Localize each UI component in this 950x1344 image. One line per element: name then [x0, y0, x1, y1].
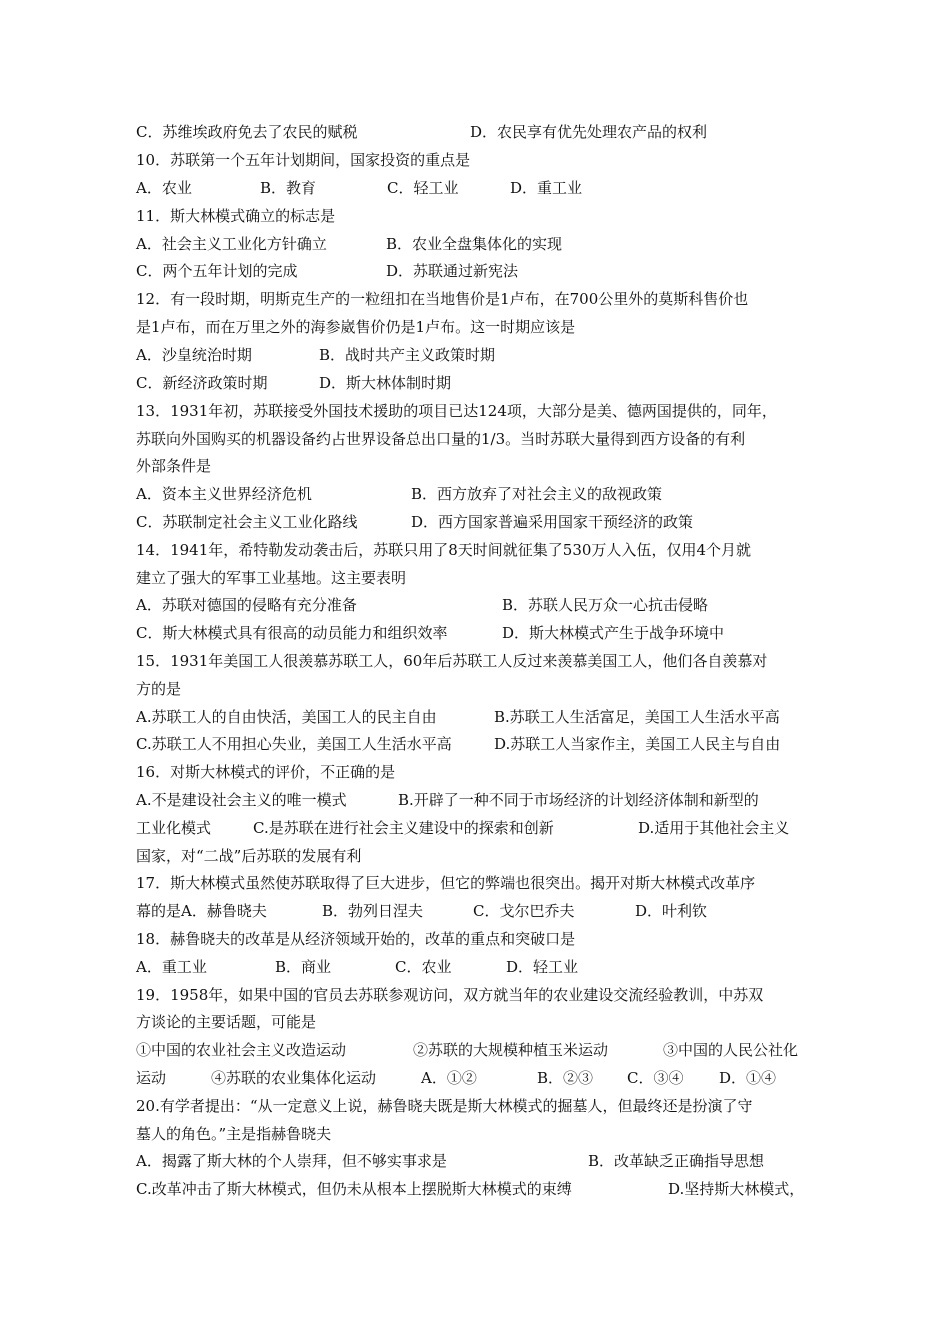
text-segment: C．两个五年计划的完成 — [136, 262, 298, 280]
text-segment: D．重工业 — [510, 179, 583, 197]
text-segment: ①中国的农业社会主义改造运动 — [136, 1041, 347, 1059]
text-segment: C．斯大林模式具有很高的动员能力和组织效率 — [136, 624, 448, 642]
text-segment: C.改革冲击了斯大林模式，但仍未从根本上摆脱斯大林模式的束缚 — [136, 1180, 572, 1198]
text-segment: D．苏联通过新宪法 — [386, 262, 519, 280]
text-segment: 19．1958年，如果中国的官员去苏联参观访问，双方就当年的农业建设交流经验教训，中苏双 — [136, 986, 764, 1004]
text-segment: 20.有学者提出：“从一定意义上说，赫鲁晓夫既是斯大林模式的掘墓人，但最终还是扮演了守 — [136, 1097, 753, 1115]
text-segment: 方的是 — [136, 680, 182, 698]
text-segment: 建立了强大的军事工业基地。这主要表明 — [136, 569, 407, 587]
text-segment: D．①④ — [719, 1069, 777, 1087]
text-segment: 墓人的角色。”主是指赫鲁晓夫 — [136, 1125, 332, 1143]
text-segment: ③中国的人民公社化 — [663, 1041, 799, 1059]
text-segment: A．农业 — [136, 179, 192, 197]
text-segment: C．轻工业 — [387, 179, 459, 197]
text-segment: B．改革缺乏正确指导思想 — [588, 1152, 765, 1170]
text-segment: C．新经济政策时期 — [136, 374, 268, 392]
text-segment: B．苏联人民万众一心抗击侵略 — [502, 596, 709, 614]
text-segment: B．②③ — [537, 1069, 594, 1087]
text-segment: D．西方国家普遍采用国家干预经济的政策 — [411, 513, 694, 531]
text-segment: D.苏联工人当家作主，美国工人民主与自由 — [494, 735, 781, 753]
text-segment: 工业化模式 — [136, 819, 212, 837]
text-segment: D．斯大林体制时期 — [319, 374, 452, 392]
text-segment: 15．1931年美国工人很羡慕苏联工人，60年后苏联工人反过来羡慕美国工人，他们各自羡慕对 — [136, 652, 768, 670]
text-segment: B．勃列日涅夫 — [322, 902, 424, 920]
text-segment: C．苏维埃政府免去了农民的赋税 — [136, 123, 358, 141]
text-segment: 16．对斯大林模式的评价，不正确的是 — [136, 763, 396, 781]
text-segment: 10．苏联第一个五年计划期间，国家投资的重点是 — [136, 151, 471, 169]
text-segment: 13．1931年初，苏联接受外国技术援助的项目已达124项，大部分是美、德两国提供的，同年， — [136, 402, 777, 420]
text-segment: ②苏联的大规模种植玉米运动 — [413, 1041, 609, 1059]
text-segment: C．③④ — [627, 1069, 684, 1087]
text-segment: 幕的是A．赫鲁晓夫 — [136, 902, 267, 920]
text-segment: 11．斯大林模式确立的标志是 — [136, 207, 336, 225]
text-segment: 17．斯大林模式虽然使苏联取得了巨大进步，但它的弊端也很突出。揭开对斯大林模式改革序 — [136, 874, 756, 892]
text-segment: A.苏联工人的自由快活，美国工人的民主自由 — [136, 708, 437, 726]
text-segment: D．叶利钦 — [635, 902, 708, 920]
text-segment: B．农业全盘集体化的实现 — [386, 235, 563, 253]
text-segment: A．揭露了斯大林的个人崇拜，但不够实事求是 — [136, 1152, 447, 1170]
text-segment: C.苏联工人不用担心失业，美国工人生活水平高 — [136, 735, 452, 753]
text-segment: D．斯大林模式产生于战争环境中 — [502, 624, 725, 642]
text-segment: 14．1941年，希特勒发动袭击后，苏联只用了8天时间就征集了530万人入伍，仅用4个月就 — [136, 541, 751, 559]
text-segment: A．社会主义工业化方针确立 — [136, 235, 327, 253]
text-segment: ④苏联的农业集体化运动 — [211, 1069, 377, 1087]
text-segment: 外部条件是 — [136, 457, 212, 475]
text-segment: B．战时共产主义政策时期 — [319, 346, 496, 364]
text-segment: A．沙皇统治时期 — [136, 346, 252, 364]
text-segment: 方谈论的主要话题，可能是 — [136, 1013, 317, 1031]
text-segment: D.坚持斯大林模式， — [668, 1180, 805, 1198]
text-segment: B．教育 — [260, 179, 317, 197]
text-segment: C．戈尔巴乔夫 — [473, 902, 575, 920]
text-segment: 18．赫鲁晓夫的改革是从经济领域开始的，改革的重点和突破口是 — [136, 930, 576, 948]
text-segment: D．农民享有优先处理农产品的权利 — [470, 123, 708, 141]
text-segment: B.苏联工人生活富足，美国工人生活水平高 — [494, 708, 780, 726]
text-segment: 国家，对“二战”后苏联的发展有利 — [136, 847, 362, 865]
text-segment: 运动 — [136, 1069, 167, 1087]
text-segment: A．①② — [421, 1069, 477, 1087]
text-segment: 是1卢布，而在万里之外的海参崴售价仍是1卢布。这一时期应该是 — [136, 318, 576, 336]
text-segment: C.是苏联在进行社会主义建设中的探索和创新 — [253, 819, 554, 837]
text-segment: D.适用于其他社会主义 — [638, 819, 790, 837]
text-segment: B.开辟了一种不同于市场经济的计划经济体制和新型的 — [398, 791, 759, 809]
text-segment: C．农业 — [395, 958, 452, 976]
text-segment: A.不是建设社会主义的唯一模式 — [136, 791, 347, 809]
text-segment: A．资本主义世界经济危机 — [136, 485, 312, 503]
text-segment: D．轻工业 — [506, 958, 579, 976]
text-segment: 苏联向外国购买的机器设备约占世界设备总出口量的1/3。当时苏联大量得到西方设备的有利 — [136, 430, 746, 448]
text-segment: C．苏联制定社会主义工业化路线 — [136, 513, 358, 531]
text-segment: B．商业 — [275, 958, 332, 976]
text-segment: 12．有一段时期，明斯克生产的一粒纽扣在当地售价是1卢布，在700公里外的莫斯科售价也 — [136, 290, 749, 308]
text-segment: A．苏联对德国的侵略有充分准备 — [136, 596, 357, 614]
text-segment: B．西方放弃了对社会主义的敌视政策 — [411, 485, 663, 503]
text-segment: A．重工业 — [136, 958, 207, 976]
